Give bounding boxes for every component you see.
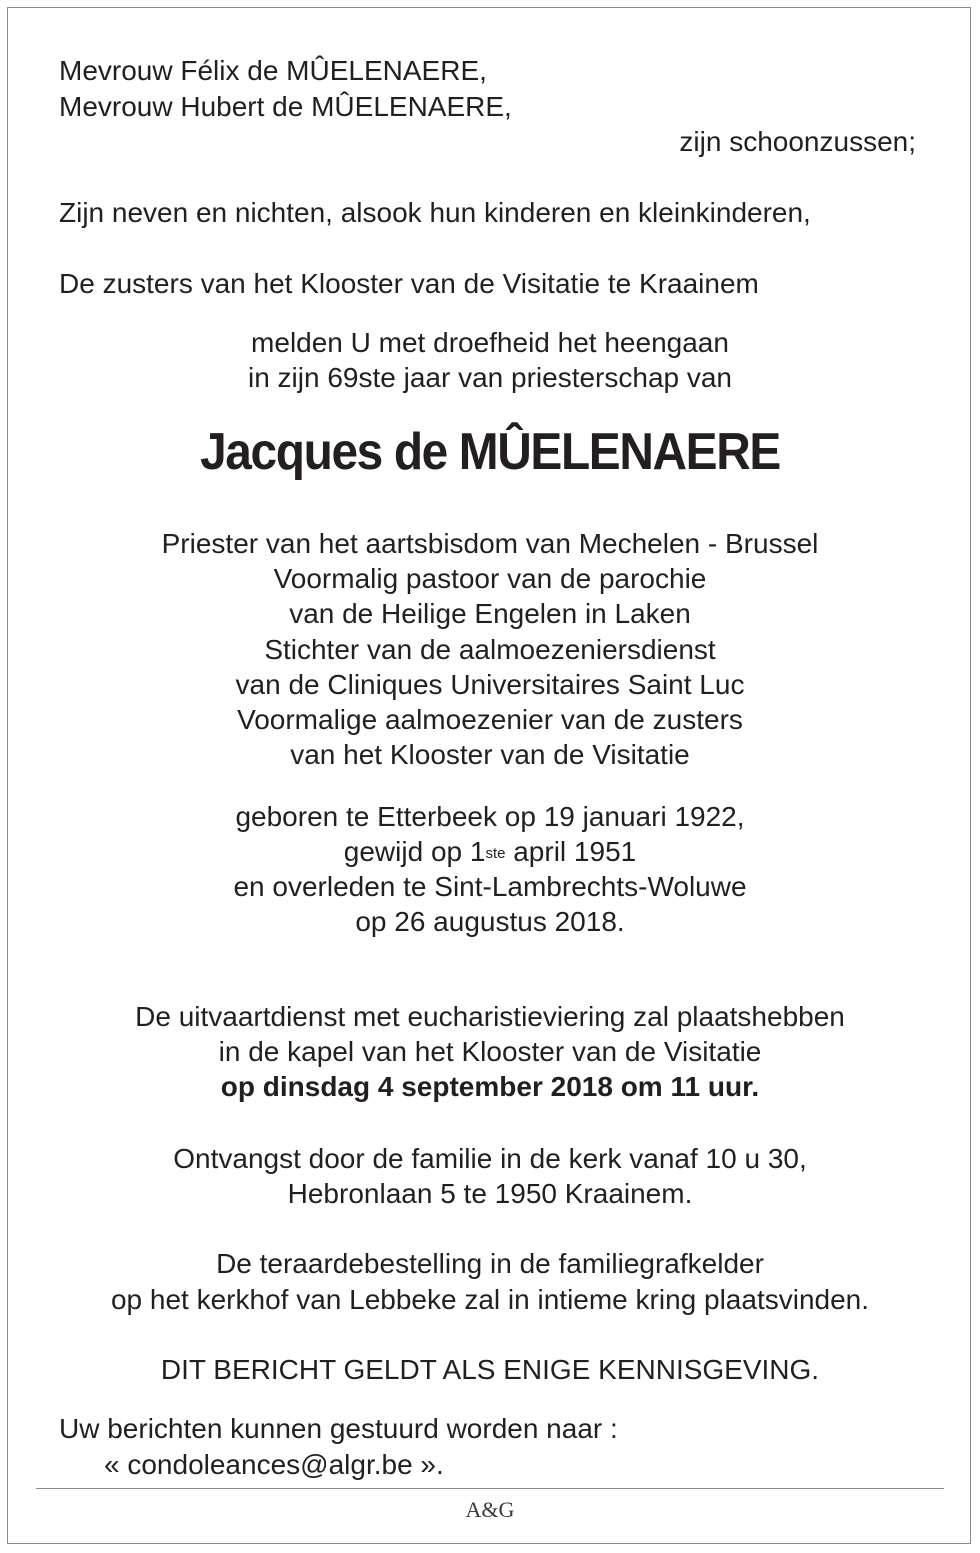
title-line-6: Voormalige aalmoezenier van de zusters [237,704,743,735]
burial-line-2: op het kerkhof van Lebbeke zal in intieme kring plaatsvinden. [110,1284,870,1315]
family-sisters: De zusters van het Klooster van de Visitatie te Kraainem [59,268,759,299]
family-relation: zijn schoonzussen; [679,126,916,157]
ordination-superscript: ste [485,845,506,862]
title-line-5: van de Cliniques Universitaires Saint Luc [235,669,745,700]
title-line-1: Priester van het aartsbisdom van Mechelen - Brussel [161,528,819,559]
footer-divider [36,1488,944,1489]
title-line-2: Voormalig pastoor van de parochie [273,563,707,594]
reception-line-1: Ontvangst door de familie in de kerk vanaf 10 u 30, [173,1143,807,1174]
family-line-2: Mevrouw Hubert de MÛELENAERE, [59,91,512,122]
burial-line-1: De teraardebestelling in de familiegrafkelder [216,1248,764,1279]
service-line-1: De uitvaartdienst met eucharistieviering zal plaatshebben [135,1001,845,1032]
contact-line: Uw berichten kunnen gestuurd worden naar : [59,1413,618,1444]
family-cousins: Zijn neven en nichten, alsook hun kinderen en kleinkinderen, [59,197,811,228]
service-line-2: in de kapel van het Klooster van de Visitatie [218,1036,762,1067]
announcement-line-2: in zijn 69ste jaar van priesterschap van [247,362,733,393]
contact-email: « condoleances@algr.be ». [104,1449,444,1480]
ordination-prefix: gewijd op 1 [343,836,486,867]
title-line-4: Stichter van de aalmoezeniersdienst [264,634,716,665]
notice: DIT BERICHT GELDT ALS ENIGE KENNISGEVING. [160,1354,820,1385]
title-line-3: van de Heilige Engelen in Laken [289,598,691,629]
death-line: en overleden te Sint-Lambrechts-Woluwe [233,871,747,902]
reception-line-2: Hebronlaan 5 te 1950 Kraainem. [287,1178,693,1209]
birth-line: geboren te Etterbeek op 19 januari 1922, [235,801,745,832]
deceased-name: Jacques de MÛELENAERE [200,423,780,481]
family-line-1: Mevrouw Félix de MÛELENAERE, [59,55,487,86]
title-line-7: van het Klooster van de Visitatie [290,739,690,770]
ordination-line [0,834,980,869]
publisher-logo: A&G [465,1497,515,1522]
announcement-line-1: melden U met droefheid het heengaan [251,327,729,358]
service-datetime: op dinsdag 4 september 2018 om 11 uur. [220,1071,760,1102]
ordination-suffix: april 1951 [505,836,637,867]
death-date: op 26 augustus 2018. [355,906,625,937]
